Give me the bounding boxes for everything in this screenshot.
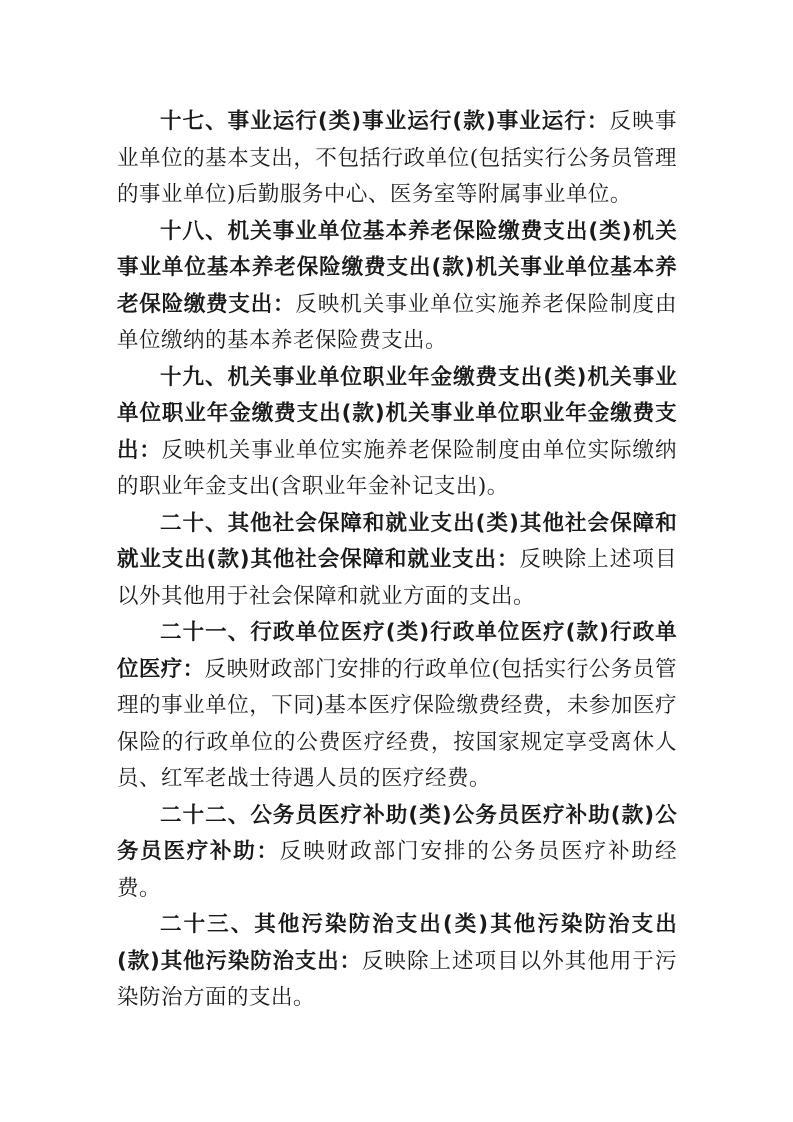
paragraph-heading: 十九、机关事业单位职业年金缴费支出(类)机关事业单位职业年金缴费支出(款)机关事业单位职业年金缴费支出： — [117, 364, 677, 463]
document-page — [117, 104, 677, 1017]
paragraph-17 — [117, 104, 677, 214]
paragraph-21 — [117, 615, 677, 798]
paragraph-heading: 二十、其他社会保障和就业支出(类)其他社会保障和就业支出(款)其他社会保障和就业支出： — [117, 510, 677, 572]
paragraph-heading: 二十一、行政单位医疗(类)行政单位医疗(款)行政单位医疗： — [117, 620, 677, 682]
paragraph-text: 反映除上述项目以外其他用于污染防治方面的支出。 — [117, 948, 677, 1010]
paragraph-heading: 十七、事业运行(类)事业运行(款)事业运行： — [160, 109, 610, 134]
paragraph-20 — [117, 506, 677, 616]
paragraph-22 — [117, 798, 677, 908]
paragraph-23 — [117, 907, 677, 1017]
paragraph-text: 反映财政部门安排的行政单位(包括实行公务员管理的事业单位，下同)基本医疗保险缴费经费，未参加医疗保险的行政单位的公费医疗经费，按国家规定享受离休人员、红军老战士待遇人员的医疗经费。 — [117, 656, 678, 791]
paragraph-text: 反映事业单位的基本支出，不包括行政单位(包括实行公务员管理的事业单位)后勤服务中心、医务室等附属事业单位。 — [117, 109, 677, 207]
paragraph-heading: 二十二、公务员医疗补助(类)公务员医疗补助(款)公务员医疗补助： — [117, 802, 677, 864]
paragraph-18 — [117, 214, 677, 360]
paragraph-heading: 二十三、其他污染防治支出(类)其他污染防治支出(款)其他污染防治支出： — [117, 912, 677, 974]
paragraph-text: 反映机关事业单位实施养老保险制度由单位实际缴纳的职业年金支出(含职业年金补记支出)。 — [117, 437, 677, 499]
paragraph-text: 反映除上述项目以外其他用于社会保障和就业方面的支出。 — [117, 547, 677, 609]
paragraph-text: 反映机关事业单位实施养老保险制度由单位缴纳的基本养老保险费支出。 — [117, 291, 677, 353]
paragraph-19 — [117, 360, 677, 506]
paragraph-heading: 十八、机关事业单位基本养老保险缴费支出(类)机关事业单位基本养老保险缴费支出(款)机关事业单位基本养老保险缴费支出： — [117, 218, 677, 317]
paragraph-text: 反映财政部门安排的公务员医疗补助经费。 — [117, 839, 677, 901]
